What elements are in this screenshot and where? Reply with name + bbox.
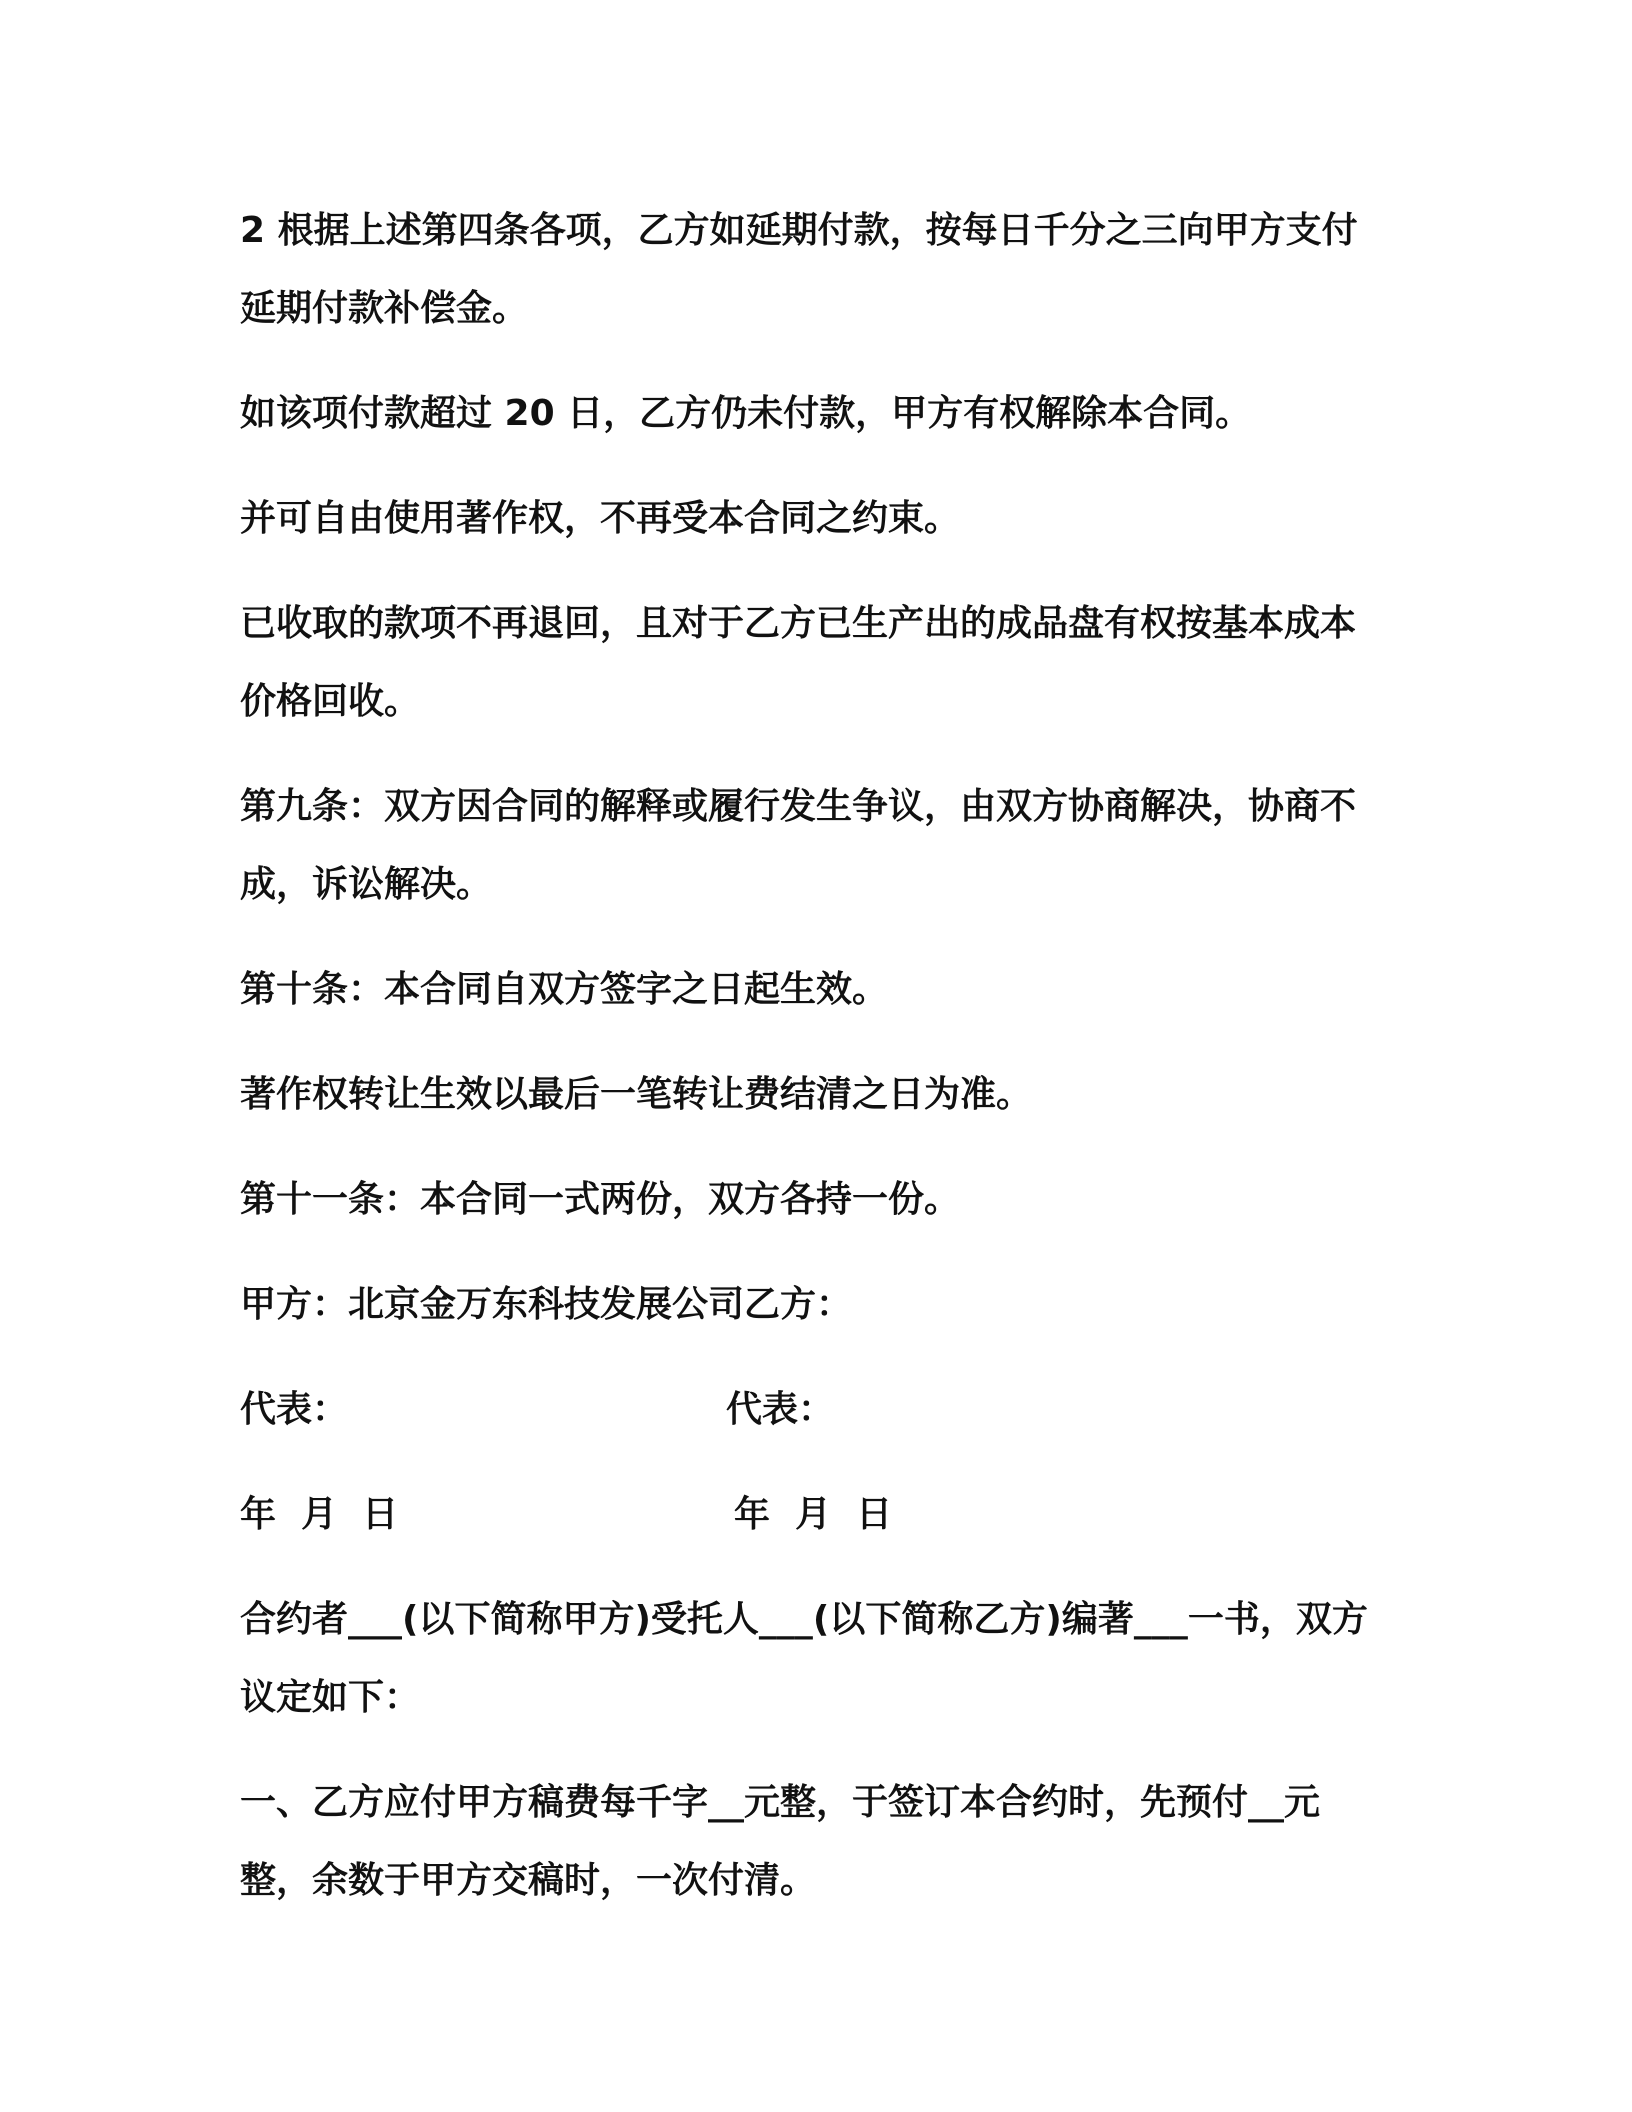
party-b-date-label: 年 月 日 xyxy=(734,1494,893,1535)
signature-date-row xyxy=(240,1476,1390,1554)
paragraph-article-11: 第十一条：本合同一式两份，双方各持一份。 xyxy=(240,1179,961,1220)
paragraph-clause-1-fees: 一、乙方应付甲方稿费每千字__元整，于签订本合约时，先预付__元整，余数于甲方交稿时，一次付清。 xyxy=(240,1782,1321,1901)
paragraph-contract-preamble: 合约者___(以下简称甲方)受托人___(以下简称乙方)编著___一书，双方议定如下： xyxy=(240,1599,1368,1718)
paragraph-termination-right: 如该项付款超过 20 日，乙方仍未付款，甲方有权解除本合同。 xyxy=(240,393,1252,434)
signature-representative-row xyxy=(240,1371,1390,1449)
party-a-date-label: 年 月 日 xyxy=(240,1494,399,1535)
paragraph-article-10: 第十条：本合同自双方签字之日起生效。 xyxy=(240,969,889,1010)
paragraph-free-use-copyright: 并可自由使用著作权，不再受本合同之约束。 xyxy=(240,498,961,539)
party-b-representative-label: 代表： xyxy=(726,1389,835,1430)
paragraph-late-payment-compensation: 2 根据上述第四条各项，乙方如延期付款，按每日千分之三向甲方支付延期付款补偿金。 xyxy=(240,210,1358,329)
document-body xyxy=(240,192,1390,1947)
paragraph-transfer-effective: 著作权转让生效以最后一笔转让费结清之日为准。 xyxy=(240,1074,1033,1115)
paragraph-parties: 甲方：北京金万东科技发展公司乙方： xyxy=(240,1284,853,1325)
party-a-representative-label: 代表： xyxy=(240,1389,349,1430)
paragraph-article-9: 第九条：双方因合同的解释或履行发生争议，由双方协商解决，协商不成，诉讼解决。 xyxy=(240,786,1357,905)
paragraph-no-refund: 已收取的款项不再退回，且对于乙方已生产出的成品盘有权按基本成本价格回收。 xyxy=(240,603,1357,722)
